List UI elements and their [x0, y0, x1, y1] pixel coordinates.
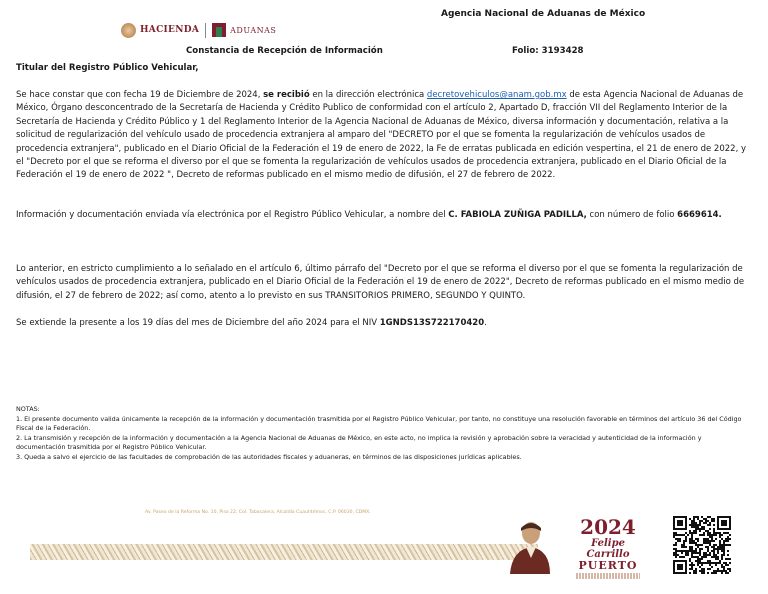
agency-name: Agencia Nacional de Aduanas de México	[441, 9, 646, 19]
header-logos	[121, 20, 276, 40]
p2-text-a: Información y documentación enviada vía electrónica por el Registro Público Vehicular, a nombre del	[16, 210, 449, 220]
p1-received: se recibió	[263, 90, 310, 100]
folio-label: Folio:	[512, 46, 539, 56]
portrait-illustration	[506, 516, 552, 574]
anniversary-logo	[568, 516, 648, 579]
qr-code-icon	[673, 516, 731, 574]
p4-text-a: Se extiende la presente a los 19 días del mes de Diciembre del año 2024 para el NIV	[16, 318, 380, 328]
note-item: 3. Queda a salvo el ejercicio de las facultades de comprobación de las autoridades fiscales y aduaneras, en términos de las disposiciones jurídicas aplicables.	[16, 452, 522, 461]
p1-text-d: de esta Agencia Nacional de Aduanas de México, Órgano desconcentrado de la Secretaría de Hacienda y Crédito Publico de conformidad con el artículo 2, Apartado D, fracción VII del Reglamento Interior de la Secretaría de Hacienda y Crédito Público y 1 del Reglamento Interior de la Agencia Nacional de Aduanas de México, diversa información y documentación, relativa a la solicitud de regularización del vehículo usado de procedencia extranjera al amparo del "DECRETO por el que se fomenta la regularización de vehículos usados de procedencia extranjera", publicado en el Diario Oficial de la Federación el 19 de enero de 2022, la Fe de erratas publicada en edición vespertina, el 21 de enero de 2022, y el "Decreto por el que se reforma el diverso por el que se fomenta la regularización de vehículos usados de procedencia extranjera, publicado en el Diario Oficial de la Federación el 19 de enero de 2022 ", Decreto de reformas publicado en el mismo medio de difusión, el 27 de febrero de 2022.	[16, 90, 746, 181]
paragraph-sender	[16, 209, 750, 222]
niv-value: 1GNDS13S722170420	[379, 318, 485, 328]
footer-address: Av. Paseo de la Reforma No. 10, Piso 22, Col. Tabacalera, Alcaldía Cuauhtémoc, C.P. 06030, CDMX.	[145, 510, 371, 515]
anniversary-name: Felipe Carrillo	[586, 538, 630, 560]
paragraph-compliance: Lo anterior, en estricto cumplimiento a lo señalado en el artículo 6, último párrafo del "Decreto por el que se reforma el diverso por el que se fomenta la regularización de vehículos usados de procedencia extranjera, publicado en el Diario Oficial de la Federación el 19 de enero de 2022", Decreto de reformas publicado en el mismo medio de difusión, el 27 de febrero de 2022; así como, atento a lo previsto en sus TRANSITORIOS PRIMERO, SEGUNDO Y QUINTO.	[16, 264, 745, 301]
anniversary-year: 2024	[580, 515, 636, 539]
p1-text-a: Se hace constar que con fecha 19 de Diciembre de 2024,	[16, 90, 264, 100]
document-title: Constancia de Recepción de Información	[186, 46, 383, 56]
aduanas-logo-icon	[212, 23, 226, 37]
paragraph-issued	[16, 317, 750, 330]
p1-text-c: en la dirección electrónica	[309, 90, 427, 100]
decorative-band	[30, 544, 538, 560]
anniversary-place: PUERTO	[578, 559, 638, 572]
anniversary-tagline-mark	[576, 573, 640, 579]
notes-title: NOTAS:	[16, 405, 40, 413]
hacienda-logo-text: HACIENDA	[140, 25, 200, 35]
aduanas-logo-text: ADUANAS	[230, 25, 277, 35]
folio-value: 3193428	[541, 46, 584, 56]
sender-folio: 6669614.	[677, 210, 722, 220]
logo-divider	[205, 23, 206, 38]
paragraph-reception	[16, 89, 750, 183]
addressee: Titular del Registro Público Vehicular,	[16, 63, 199, 73]
note-item: 1. El presente documento valida únicamente la recepción de la información y documentación trasmitida por el Registro Público Vehicular, por tanto, no constituye una resolución favorable en términos del artículo 36 del Código Fiscal de la Federación.	[16, 414, 742, 432]
holder-name: C. FABIOLA ZUÑIGA PADILLA,	[448, 210, 587, 220]
folio	[512, 46, 584, 56]
email-link[interactable]: decretovehiculos@anam.gob.mx	[426, 90, 567, 100]
p4-text-b: .	[484, 318, 487, 328]
notes-section	[16, 405, 752, 462]
note-item: 2. La transmisión y recepción de la información y documentación a la Agencia Nacional de Aduanas de México, en este acto, no implica la revisión y aprobación sobre la veracidad y autenticidad de la información y documentación trasmitida por el Registro Público Vehicular.	[16, 433, 702, 451]
hacienda-seal-icon	[121, 23, 136, 38]
p2-text-b: con número de folio	[586, 210, 678, 220]
